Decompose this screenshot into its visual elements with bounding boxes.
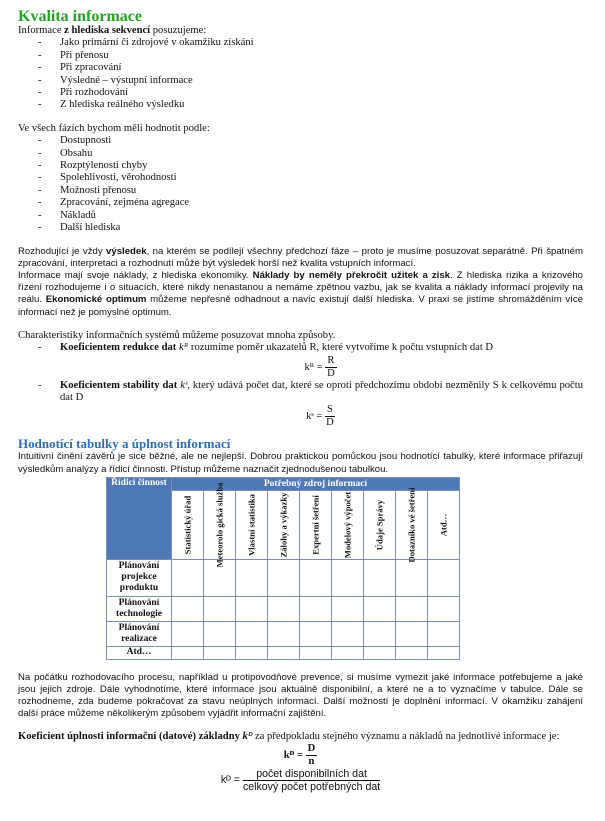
list-item: - Nákladů <box>38 209 96 221</box>
column-header: Údaje Správy <box>364 490 396 559</box>
formula-completeness-text: kᴰ = $\frac{\text{počet disponibilních dat}}{\text{celkový počet potřebných dat}}$ <box>220 767 381 793</box>
criteria-intro: Ve všech fázích bychom měli hodnotit podle: <box>18 122 210 134</box>
tables-paragraph: Intuitivní činění závěrů je sice běžné, ale ne nejlepší. Dobrou praktickou pomůckou jsou hodnotící tabulky, které informace přiřazují výsledkům analýzy a řídicí činnosti. Přístup můžeme naznačit zjednodušenou tabulkou. <box>18 451 583 475</box>
list-item: - Výsledné – výstupní informace <box>38 74 193 86</box>
list-item: - Z hlediska reálného výsledku <box>38 99 185 111</box>
table-row <box>107 646 460 659</box>
characteristics-paragraph: Charakteristiky informačních systémů můžeme posuzovat mnoha způsoby. <box>18 329 336 341</box>
intro-paragraph <box>18 25 583 37</box>
list-item: - Spolehlivosti, věrohodnosti <box>38 172 177 184</box>
process-paragraph: Na počátku rozhodovacího procesu, například u protipovodňové prevence, si musíme vymezit jaké informace potřebujeme a jaké jsou jejich zdroje. Dále vyhodnotíme, které informace jsou aktuálně disponibilní, a které ne a to vyznačíme v tabulce. Dále se rozhodneme, zda budeme pokračovat za stavu neúplných informací. Další možností je doplnění informací. V okamžiku zahájení další práce můžeme několikerým způsobem vyjádřit informační zajištění. <box>18 671 583 720</box>
row-header: Plánování projekce produktu <box>107 559 172 596</box>
table-row <box>107 559 460 596</box>
column-header: Modelový výpočet <box>332 490 364 559</box>
stability-coefficient-item: - Koeficientem stability dat kˢ, který udává počet dat, které se oproti předchozímu období nezměnily S k celkovému počtu dat D <box>38 379 583 403</box>
intro-text-end: posuzujeme: <box>150 25 207 36</box>
table-row <box>107 621 460 646</box>
row-header: Plánování technologie <box>107 596 172 621</box>
list-item: - Zpracování, zejména agregace <box>38 197 190 209</box>
sequence-list <box>18 37 583 111</box>
column-header: Statistický úřad <box>172 490 204 559</box>
list-item: - Dostupnosti <box>38 135 112 147</box>
list-item: - Možnosti přenosu <box>38 184 137 196</box>
formula-completeness: kᴰ = $\frac{D}{n}$ <box>283 742 316 767</box>
list-item: - Při přenosu <box>38 49 109 61</box>
formula-reduction: kᴿ = $\frac{R}{D}$ <box>304 354 335 379</box>
section-title-tables: Hodnotící tabulky a úplnost informací <box>18 436 231 452</box>
list-item: - Jako primární či zdrojové v okamžiku získání <box>38 37 254 49</box>
reduction-coefficient-item: - Koeficientem redukce dat kᴿ rozumíme poměr ukazatelů R, které vytvoříme k počtu vstupních dat D <box>38 342 494 354</box>
list-item: - Další hlediska <box>38 222 121 234</box>
criteria-list <box>18 135 583 234</box>
column-header: Zálohy a výkazky <box>268 490 300 559</box>
row-header: Atd… <box>107 646 172 659</box>
list-item: - Při zpracování <box>38 62 122 74</box>
list-item: - Při rozhodování <box>38 87 128 99</box>
intro-text: Informace <box>18 25 65 36</box>
table-group-header: Potřebný zdroj informací <box>172 477 460 490</box>
document-page <box>18 8 583 793</box>
completeness-paragraph: Koeficient úplnosti informační (datové) základny kᴰ za předpokladu stejného významu a nákladů na jednotlivé informace je: <box>18 730 560 742</box>
table-corner-header: Řídicí činnost <box>107 477 172 559</box>
evaluation-table <box>106 477 460 660</box>
list-item: - Obsahu <box>38 147 93 159</box>
column-header: Meteorolo gická služba <box>204 490 236 559</box>
column-header: Dotazníko vé šetření <box>396 490 428 559</box>
costs-paragraph: Informace mají svoje náklady, z hlediska ekonomiky. Náklady by neměly překročit užitek a zisk. Z hlediska rizika a krizového řízení rozhodujeme i o situacích, které nikdy nenastanou a nemáme zpětnou vazbu, jak se kvalita a náklady informací projevily na reálu. Ekonomické optimum můžeme nepřesně odhadnout a navíc existují další hlediska. V praxi se jistíme shromážděním více informací než je pomyslné optimum. <box>18 269 583 318</box>
result-paragraph: Rozhodující je vždy výsledek, na kterém se podílejí všechny předchozí fáze – proto je musíme posuzovat separátně. Při špatném zpracování, interpretaci a rozhodnutí může být výsledek horší než kvalita vstupních informací. <box>18 245 583 269</box>
column-header: Expertní šetření <box>300 490 332 559</box>
section-title-quality: Kvalita informace <box>18 8 142 25</box>
column-header: Atd… <box>428 490 460 559</box>
table-row <box>107 596 460 621</box>
formula-stability: kˢ = $\frac{S}{D}$ <box>306 404 334 429</box>
row-header: Plánování realizace <box>107 621 172 646</box>
intro-bold: z hlediska sekvencí <box>64 25 151 36</box>
column-header: Vlastní statistika <box>236 490 268 559</box>
list-item: - Rozptýlenosti chyby <box>38 160 148 172</box>
